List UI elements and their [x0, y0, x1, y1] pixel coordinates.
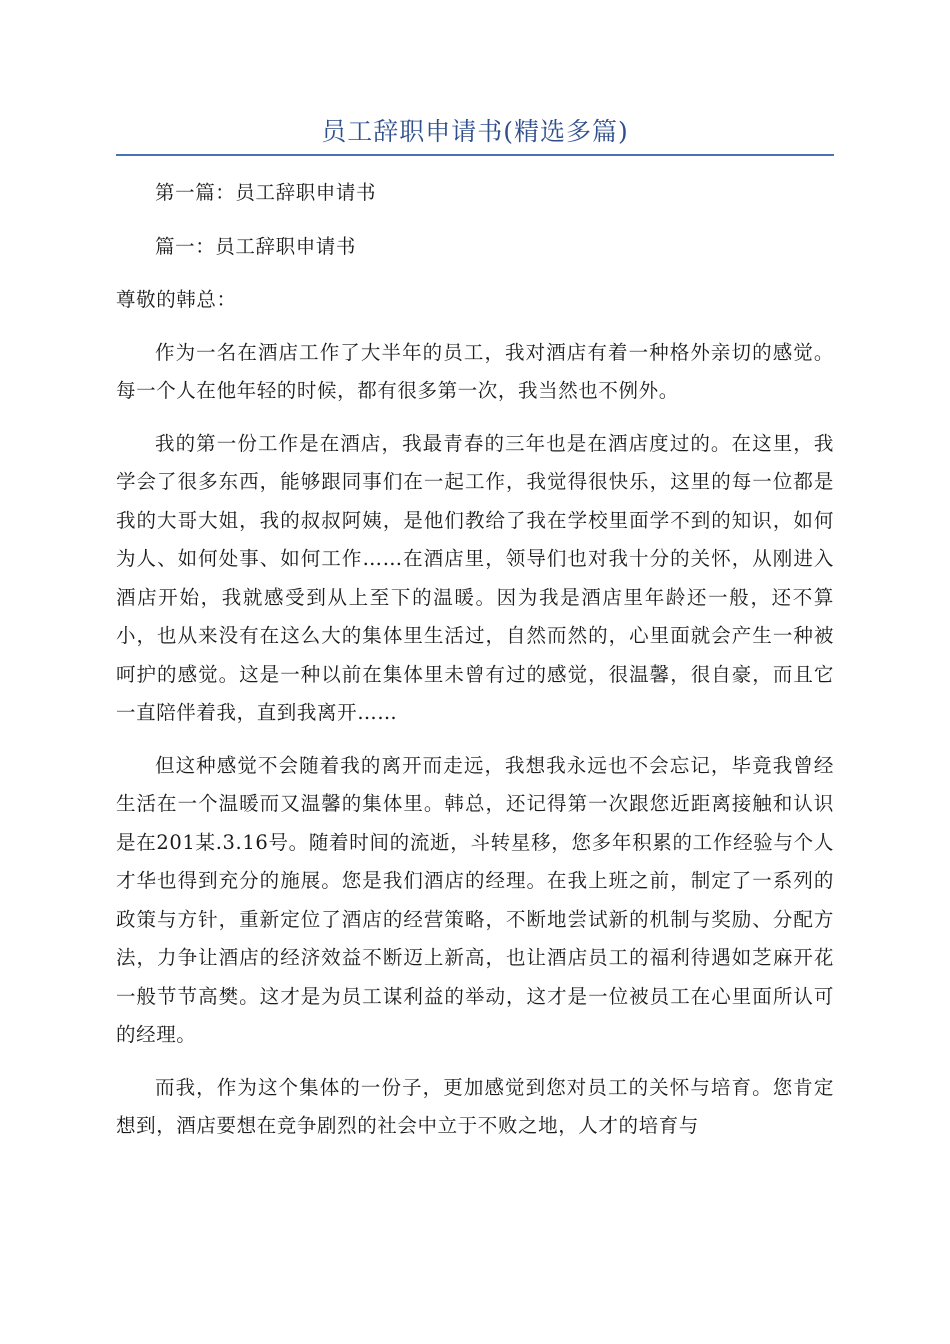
document-title: 员工辞职申请书(精选多篇)	[321, 117, 629, 146]
paragraph-3: 但这种感觉不会随着我的离开而走远，我想我永远也不会忘记，毕竟我曾经生活在一个温暖而又温馨的集体里。韩总，还记得第一次跟您近距离接触和认识是在201某.3.16号。随着时间的流逝，斗转星移，您多年积累的工作经验与个人才华也得到充分的施展。您是我们酒店的经理。在我上班之前，制定了一系列的政策与方针，重新定位了酒店的经营策略，不断地尝试新的机制与奖励、分配方法，力争让酒店的经济效益不断迈上新高，也让酒店员工的福利待遇如芝麻开花一般节节高樊。这才是为员工谋利益的举动，这才是一位被员工在心里面所认可的经理。	[116, 753, 834, 1046]
title-underline	[116, 154, 834, 156]
section-heading-1: 第一篇：员工辞职申请书	[155, 181, 377, 204]
paragraph-4: 而我，作为这个集体的一份子，更加感觉到您对员工的关怀与培育。您肯定想到，酒店要想在竞争剧烈的社会中立于不败之地，人才的培育与	[116, 1075, 834, 1137]
document-body	[116, 174, 834, 1160]
section-heading-2: 篇一：员工辞职申请书	[155, 234, 357, 258]
paragraph-1: 作为一名在酒店工作了大半年的员工，我对酒店有着一种格外亲切的感觉。每一个人在他年轻的时候，都有很多第一次，我当然也不例外。	[116, 340, 834, 402]
salutation: 尊敬的韩总：	[116, 288, 237, 311]
paragraph-2: 我的第一份工作是在酒店，我最青春的三年也是在酒店度过的。在这里，我学会了很多东西，能够跟同事们在一起工作，我觉得很快乐，这里的每一位都是我的大哥大姐，我的叔叔阿姨，是他们教给了我在学校里面学不到的知识，如何为人、如何处事、如何工作……在酒店里，领导们也对我十分的关怀，从刚进入酒店开始，我就感受到从上至下的温暖。因为我是酒店里年龄还一般，还不算小，也从来没有在这么大的集体里生活过，自然而然的，心里面就会产生一种被呵护的感觉。这是一种以前在集体里未曾有过的感觉，很温馨，很自豪，而且它一直陪伴着我，直到我离开……	[116, 431, 834, 724]
